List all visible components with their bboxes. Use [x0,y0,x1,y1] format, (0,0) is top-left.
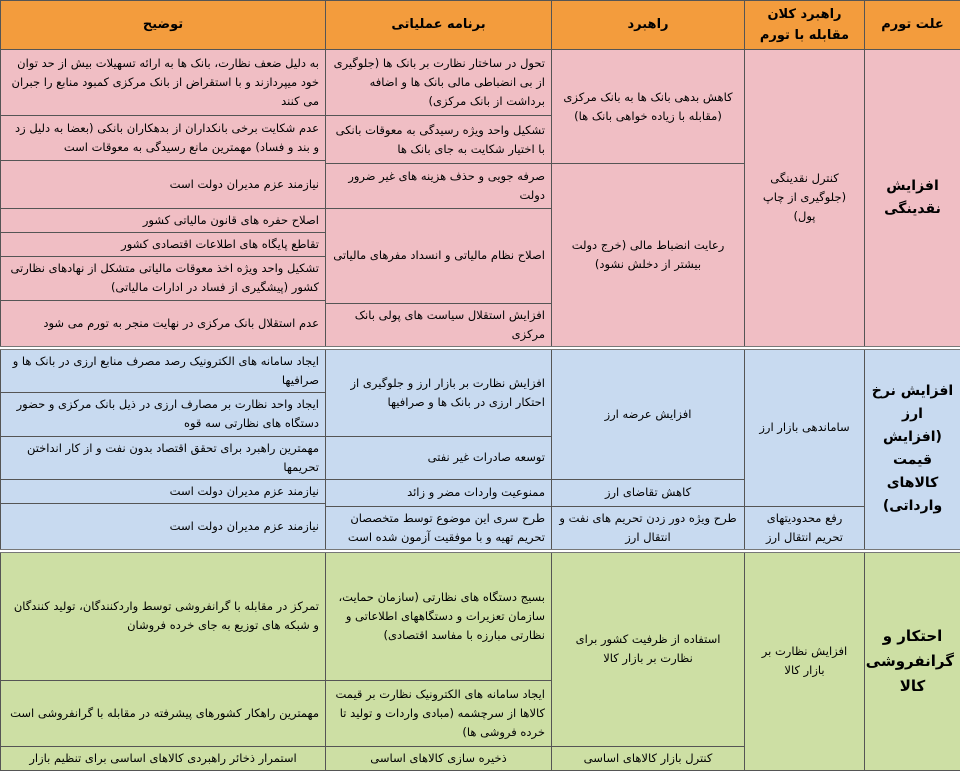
strategy-fx-demand: کاهش تقاضای ارز [552,479,745,506]
cause-hoarding: احتکار و گرانفروشی کالا [865,551,960,771]
strategy-fiscal-discipline: رعایت انضباط مالی (خرج دولت بیشتر از دخلش نشود) [552,164,745,348]
description-cell: تقاطع پایگاه های اطلاعات اقتصادی کشور [1,232,326,256]
program-bank-supervision: تحول در ساختار نظارت بر بانک ها (جلوگیری از بی انضباطی مالی بانک ها و اضافه برداشت از بانک مرکزی) [326,50,552,116]
program-fx-supervision: افزایش نظارت بر بازار ارز و جلوگیری از احتکار ارزی در بانک ها و صرافیها [326,348,552,436]
program-non-oil-export: توسعه صادرات غیر نفتی [326,436,552,479]
description-cell: ایجاد سامانه های الکترونیک رصد مصرف منابع ارزی در بانک ها و صرافیها [1,348,326,392]
program-cost-saving: صرفه جویی و حذف هزینه های غیر ضرور دولت [326,164,552,209]
macro-market-supervision: افزایش نظارت بر بازار کالا [745,551,865,771]
table-row [1,551,960,681]
macro-fx-market: ساماندهی بازار ارز [745,348,865,506]
header-description: توضیح [1,1,326,50]
program-tax-reform: اصلاح نظام مالیاتی و انسداد مفرهای مالیاتی [326,209,552,304]
strategy-bank-debt: کاهش بدهی بانک ها به بانک مرکزی (مقابله با زیاده خواهی بانک ها) [552,50,745,164]
cause-exchange-rate: افزایش نرخ ارز (افزایش قیمت کالاهای وارداتی) [865,348,960,551]
description-cell: تمرکز در مقابله با گرانفروشی توسط واردکنندگان، تولید کنندگان و شبکه های توزیع به جای خرده فروشان [1,551,326,681]
description-cell: نیازمند عزم مدیران دولت است [1,503,326,550]
header-program: برنامه عملیاتی [326,1,552,50]
program-arrears-unit: تشکیل واحد ویژه رسیدگی به معوقات بانکی با اختیار شکایت به جای بانک ها [326,116,552,164]
strategy-sanctions-bypass: طرح ویژه دور زدن تحریم های نفت و انتقال ارز [552,506,745,550]
program-import-ban: ممنوعیت واردات مضر و زائد [326,479,552,506]
cause-liquidity: افزایش نقدینگی [865,50,960,348]
strategy-basic-goods: کنترل بازار کالاهای اساسی [552,747,745,771]
macro-liquidity-control: کنترل نقدینگی (جلوگیری از چاپ پول) [745,50,865,348]
program-price-system: ایجاد سامانه های الکترونیک نظارت بر قیمت کالاها از سرچشمه (مبادی واردات و تولید تا خرده فروشی ها) [326,681,552,747]
header-row [1,1,960,50]
program-stockpile: ذخیره سازی کالاهای اساسی [326,747,552,771]
description-cell: تشکیل واحد ویژه اخذ معوقات مالیاتی متشکل از نهادهای نظارتی کشور (پیشگیری از فساد در ادارات مالیاتی) [1,256,326,300]
description-cell: به دلیل ضعف نظارت، بانک ها به ارائه تسهیلات بیش از حد توان خود میپردازند و با استقراض از بانک مرکزی کمبود منابع را جبران می کنند [1,50,326,116]
header-cause: علت تورم [865,1,960,50]
description-cell: ایجاد واحد نظارت بر مصارف ارزی در ذیل بانک مرکزی و حضور دستگاه های نظارتی سه قوه [1,392,326,436]
program-sanctions-plan: طرح سری این موضوع توسط متخصصان تحریم تهیه و با موفقیت آزمون شده است [326,506,552,550]
program-mobilize-agencies: بسیج دستگاه های نظارتی (سازمان حمایت، سازمان تعزیرات و دستگاههای اطلاعاتی و نظارتی مبارزه با مفاسد اقتصادی) [326,551,552,681]
description-cell: نیازمند عزم مدیران دولت است [1,479,326,503]
program-central-bank-independence: افزایش استقلال سیاست های پولی بانک مرکزی [326,303,552,347]
header-macro-strategy: راهبرد کلان مقابله با تورم [745,1,865,50]
header-strategy: راهبرد [552,1,745,50]
strategy-fx-supply: افزایش عرضه ارز [552,348,745,479]
description-cell: مهمترین راهکار کشورهای پیشرفته در مقابله با گرانفروشی است [1,681,326,747]
description-cell: عدم شکایت برخی بانکداران از بدهکاران بانکی (بعضا به دلیل زد و بند و فساد) مهمترین مانع رسیدگی به معوقات است [1,116,326,161]
table-row [1,348,960,392]
description-cell: اصلاح حفره های قانون مالیاتی کشور [1,209,326,233]
table-row [1,50,960,116]
description-cell: عدم استقلال بانک مرکزی در نهایت منجر به تورم می شود [1,300,326,347]
macro-sanctions: رفع محدودیتهای تحریم انتقال ارز [745,506,865,550]
description-cell: مهمترین راهبرد برای تحقق اقتصاد بدون نفت و از کار انداختن تحریمها [1,436,326,479]
description-cell: نیازمند عزم مدیران دولت است [1,161,326,209]
strategy-national-capacity: استفاده از ظرفیت کشور برای نظارت بر بازار کالا [552,551,745,747]
description-cell: استمرار ذخائر راهبردی کالاهای اساسی برای تنظیم بازار [1,747,326,771]
